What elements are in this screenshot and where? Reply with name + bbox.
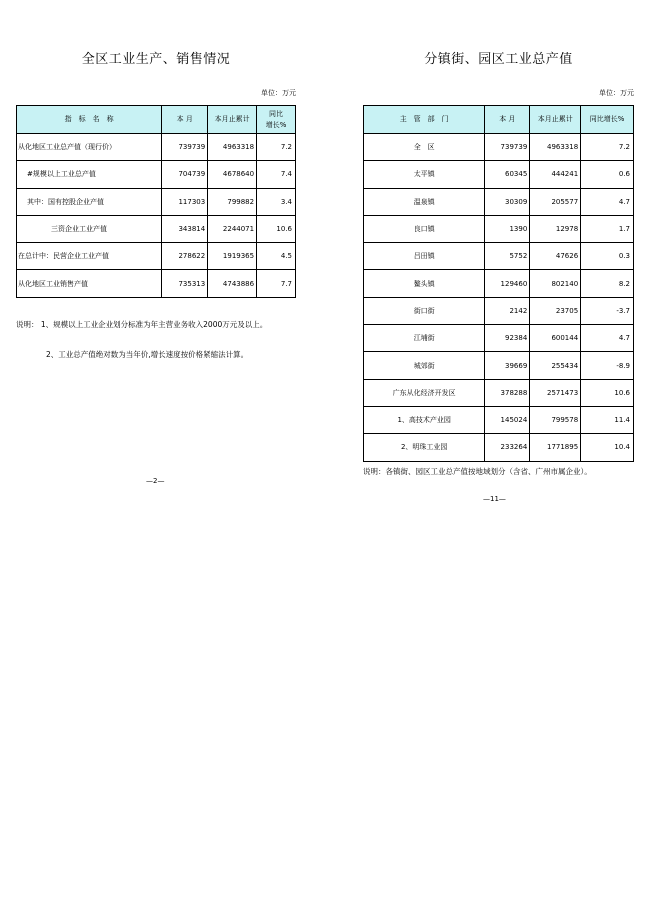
table-row	[17, 188, 296, 215]
row-cumulative: 4678640	[208, 161, 257, 188]
row-growth: 0.3	[581, 243, 634, 270]
left-page-number: —2—	[146, 477, 165, 485]
row-growth: 7.4	[257, 161, 296, 188]
table-row	[17, 161, 296, 188]
row-growth: 4.5	[257, 243, 296, 270]
row-label: 鳌头镇	[364, 270, 485, 297]
row-month: 704739	[162, 161, 208, 188]
table-row	[17, 270, 296, 297]
row-label: 良口镇	[364, 215, 485, 242]
row-label: #规模以上工业总产值	[17, 161, 162, 188]
row-month: 117303	[162, 188, 208, 215]
row-month: 60345	[485, 161, 530, 188]
row-label: 其中：国有控股企业产值	[17, 188, 162, 215]
row-cumulative: 47626	[530, 243, 581, 270]
right-page-number: —11—	[483, 495, 506, 503]
table-header-row	[364, 106, 634, 134]
header-growth: 同比增长%	[581, 106, 634, 134]
row-label: 1、高技术产业园	[364, 406, 485, 433]
row-label: 温泉镇	[364, 188, 485, 215]
row-month: 2142	[485, 297, 530, 324]
row-month: 39669	[485, 352, 530, 379]
row-month: 92384	[485, 325, 530, 352]
left-unit-label: 单位：万元	[261, 89, 296, 97]
row-month: 129460	[485, 270, 530, 297]
row-growth: 7.2	[257, 134, 296, 161]
row-growth: -3.7	[581, 297, 634, 324]
row-growth: 10.6	[581, 379, 634, 406]
table-row	[17, 215, 296, 242]
right-note: 说明：各镇街、园区工业总产值按地域划分（含省、广州市属企业）。	[363, 466, 592, 476]
table-row	[364, 161, 634, 188]
row-growth: 7.2	[581, 134, 634, 161]
row-month: 30309	[485, 188, 530, 215]
header-month: 本 月	[485, 106, 530, 134]
row-month: 739739	[162, 134, 208, 161]
row-cumulative: 2571473	[530, 379, 581, 406]
table-row	[364, 270, 634, 297]
row-label: 三资企业工业产值	[17, 215, 162, 242]
row-month: 145024	[485, 406, 530, 433]
row-month: 739739	[485, 134, 530, 161]
header-cumulative: 本月止累计	[208, 106, 257, 134]
row-label: 全 区	[364, 134, 485, 161]
table-row	[364, 406, 634, 433]
row-month: 343814	[162, 215, 208, 242]
table-row	[364, 325, 634, 352]
left-note-2: 2、工业总产值绝对数为当年价,增长速度按价格紧缩法计算。	[46, 349, 249, 359]
table-row	[364, 243, 634, 270]
left-note-1: 说明： 1、规模以上工业企业划分标准为年主营业务收入2000万元及以上。	[16, 319, 268, 329]
row-cumulative: 255434	[530, 352, 581, 379]
row-label: 太平镇	[364, 161, 485, 188]
row-cumulative: 1919365	[208, 243, 257, 270]
table-header-row	[17, 106, 296, 134]
row-cumulative: 799578	[530, 406, 581, 433]
row-month: 233264	[485, 434, 530, 461]
row-growth: 10.6	[257, 215, 296, 242]
table-row	[364, 188, 634, 215]
row-cumulative: 600144	[530, 325, 581, 352]
row-growth: 7.7	[257, 270, 296, 297]
row-label: 街口街	[364, 297, 485, 324]
left-page-title: 全区工业生产、销售情况	[81, 52, 231, 67]
row-cumulative: 444241	[530, 161, 581, 188]
header-cumulative: 本月止累计	[530, 106, 581, 134]
table-row	[364, 215, 634, 242]
table-row	[17, 243, 296, 270]
left-page	[16, 50, 296, 361]
row-month: 378288	[485, 379, 530, 406]
row-cumulative: 4963318	[208, 134, 257, 161]
row-cumulative: 4963318	[530, 134, 581, 161]
header-indicator-name: 指 标 名 称	[17, 106, 162, 134]
row-label: 2、明珠工业园	[364, 434, 485, 461]
row-label: 从化地区工业总产值（现行价）	[17, 134, 162, 161]
row-month: 1390	[485, 215, 530, 242]
table-row	[364, 297, 634, 324]
row-cumulative: 802140	[530, 270, 581, 297]
row-growth: 11.4	[581, 406, 634, 433]
header-department: 主 管 部 门	[364, 106, 485, 134]
table-row	[364, 434, 634, 461]
row-label: 江埔街	[364, 325, 485, 352]
table-row	[364, 134, 634, 161]
row-growth: 0.6	[581, 161, 634, 188]
row-cumulative: 205577	[530, 188, 581, 215]
header-month: 本 月	[162, 106, 208, 134]
left-data-table	[16, 105, 296, 298]
row-label: 城郊街	[364, 352, 485, 379]
row-cumulative: 23705	[530, 297, 581, 324]
row-label: 在总计中：民营企业工业产值	[17, 243, 162, 270]
row-growth: -8.9	[581, 352, 634, 379]
row-month: 278622	[162, 243, 208, 270]
row-month: 735313	[162, 270, 208, 297]
row-cumulative: 4743886	[208, 270, 257, 297]
right-unit-label: 单位：万元	[599, 89, 634, 97]
row-growth: 4.7	[581, 188, 634, 215]
row-cumulative: 2244071	[208, 215, 257, 242]
row-growth: 4.7	[581, 325, 634, 352]
row-growth: 1.7	[581, 215, 634, 242]
row-cumulative: 799882	[208, 188, 257, 215]
right-data-table	[363, 105, 634, 462]
row-growth: 10.4	[581, 434, 634, 461]
row-growth: 8.2	[581, 270, 634, 297]
row-cumulative: 1771895	[530, 434, 581, 461]
table-row	[364, 379, 634, 406]
right-page-title: 分镇街、园区工业总产值	[424, 52, 573, 67]
row-label: 吕田镇	[364, 243, 485, 270]
table-row	[364, 352, 634, 379]
row-label: 广东从化经济开发区	[364, 379, 485, 406]
row-cumulative: 12978	[530, 215, 581, 242]
table-row	[17, 134, 296, 161]
row-growth: 3.4	[257, 188, 296, 215]
right-page	[363, 50, 634, 478]
row-month: 5752	[485, 243, 530, 270]
header-growth: 同比 增长%	[257, 106, 296, 134]
row-label: 从化地区工业销售产值	[17, 270, 162, 297]
